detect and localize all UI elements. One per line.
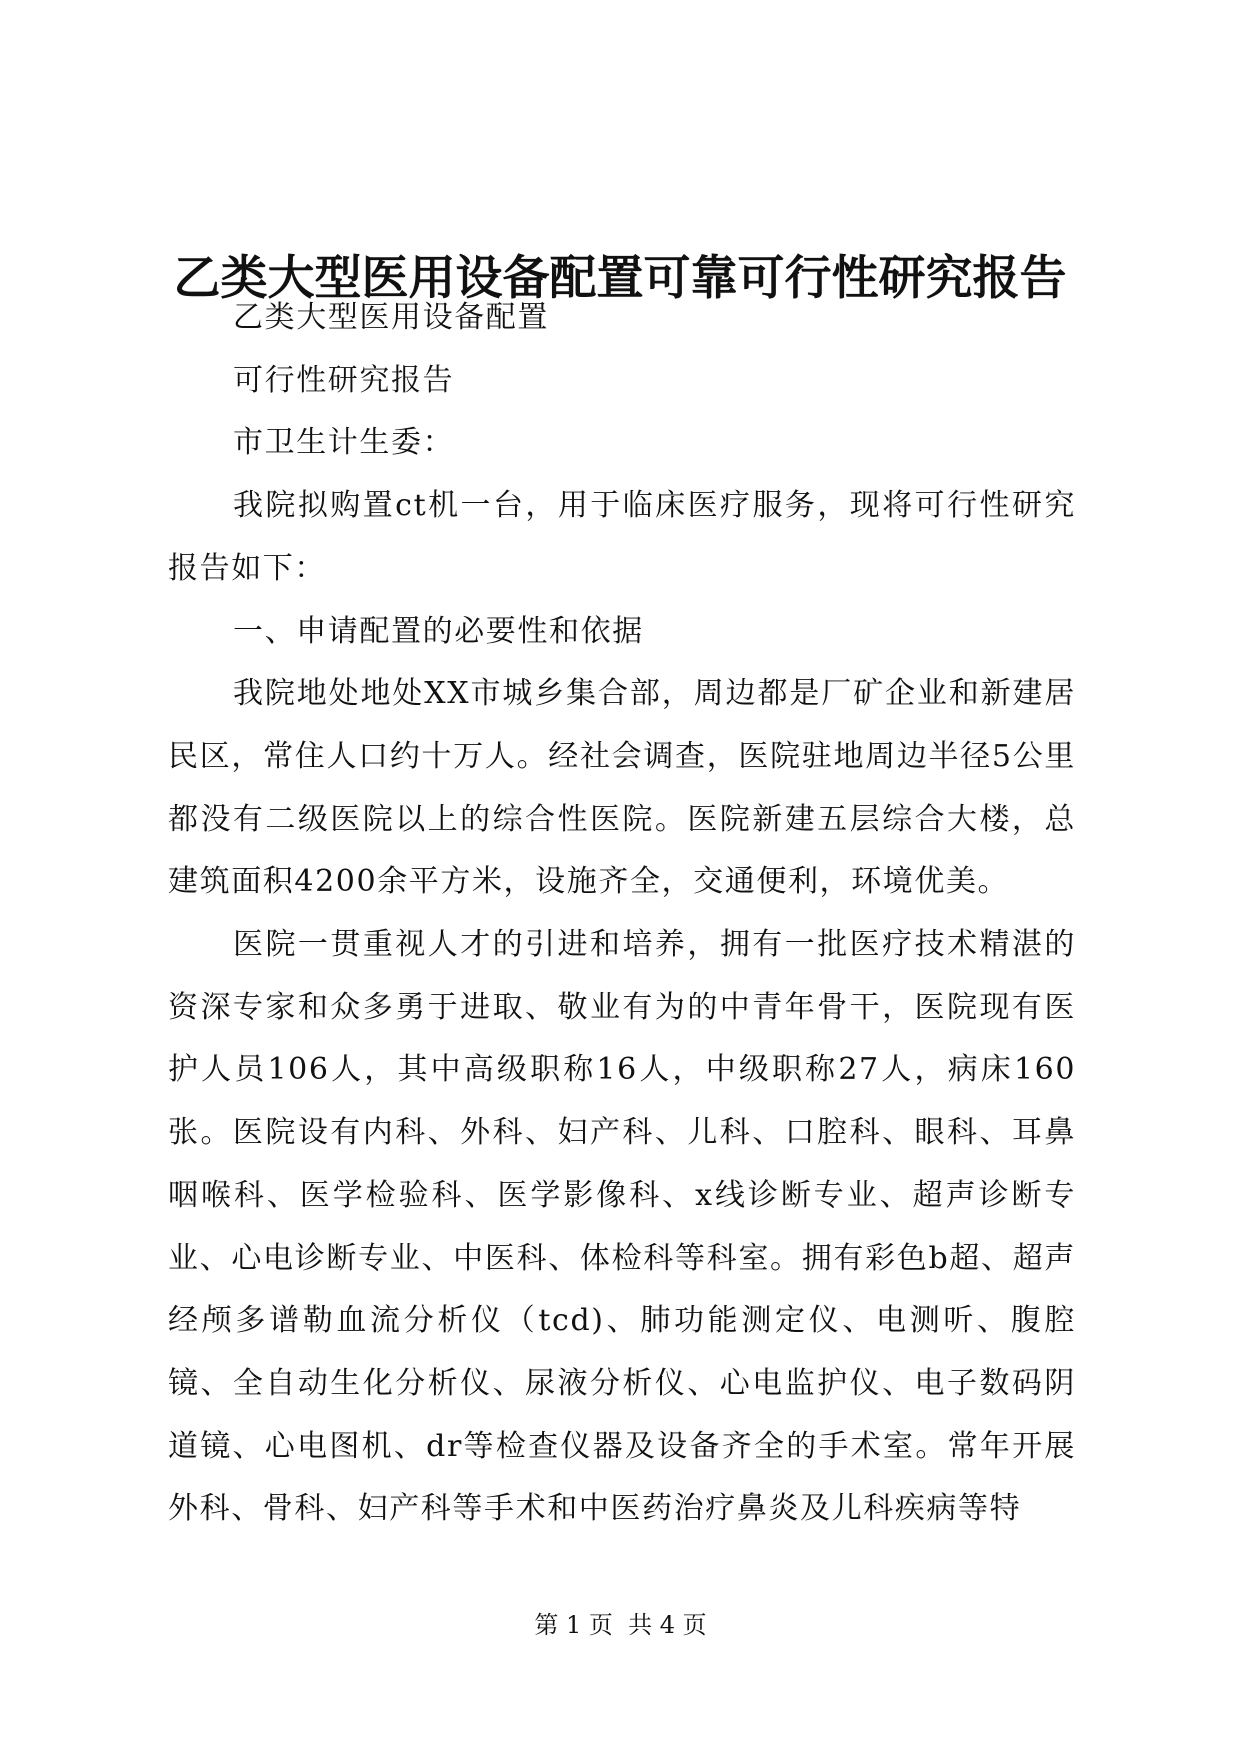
section-heading-1: 一、申请配置的必要性和依据 xyxy=(233,613,644,649)
document-title: 乙类大型医用设备配置可靠可行性研究报告 xyxy=(173,251,1067,307)
paragraph-addressee: 市卫生计生委： xyxy=(233,425,455,461)
paragraph-location: 我院地处地处XX市城乡集合部，周边都是厂矿企业和新建居民区，常住人口约十万人。经社会调查，医院驻地周边半径5公里都没有二级医院以上的综合性医院。医院新建五层综合大楼，总建筑面积4200余平方米，设施齐全，交通便利，环境优美。 xyxy=(168,676,1076,900)
paragraph-staff-equipment: 医院一贯重视人才的引进和培养，拥有一批医疗技术精湛的资深专家和众多勇于进取、敬业有为的中青年骨干，医院现有医护人员106人，其中高级职称16人，中级职称27人，病床160张。医院设有内科、外科、妇产科、儿科、口腔科、眼科、耳鼻咽喉科、医学检验科、医学影像科、x线诊断专业、超声诊断专业、心电诊断专业、中医科、体检科等科室。拥有彩色b超、超声经颅多谱勒血流分析仪（tcd)、肺功能测定仪、电测听、腹腔镜、全自动生化分析仪、尿液分析仪、心电监护仪、电子数码阴道镜、心电图机、dr等检查仪器及设备齐全的手术室。常年开展外科、骨科、妇产科等手术和中医药治疗鼻炎及儿科疾病等特 xyxy=(168,927,1076,1527)
page-total: 共 4 页 xyxy=(628,1611,707,1639)
page-number: 第 1 页 xyxy=(534,1611,613,1639)
page-footer xyxy=(0,1610,1241,1640)
paragraph-intro: 我院拟购置ct机一台，用于临床医疗服务，现将可行性研究报告如下： xyxy=(168,488,1076,586)
paragraph-subtitle-2: 可行性研究报告 xyxy=(233,362,455,398)
paragraph-subtitle-1: 乙类大型医用设备配置 xyxy=(233,300,549,335)
document-body xyxy=(168,287,1076,1541)
